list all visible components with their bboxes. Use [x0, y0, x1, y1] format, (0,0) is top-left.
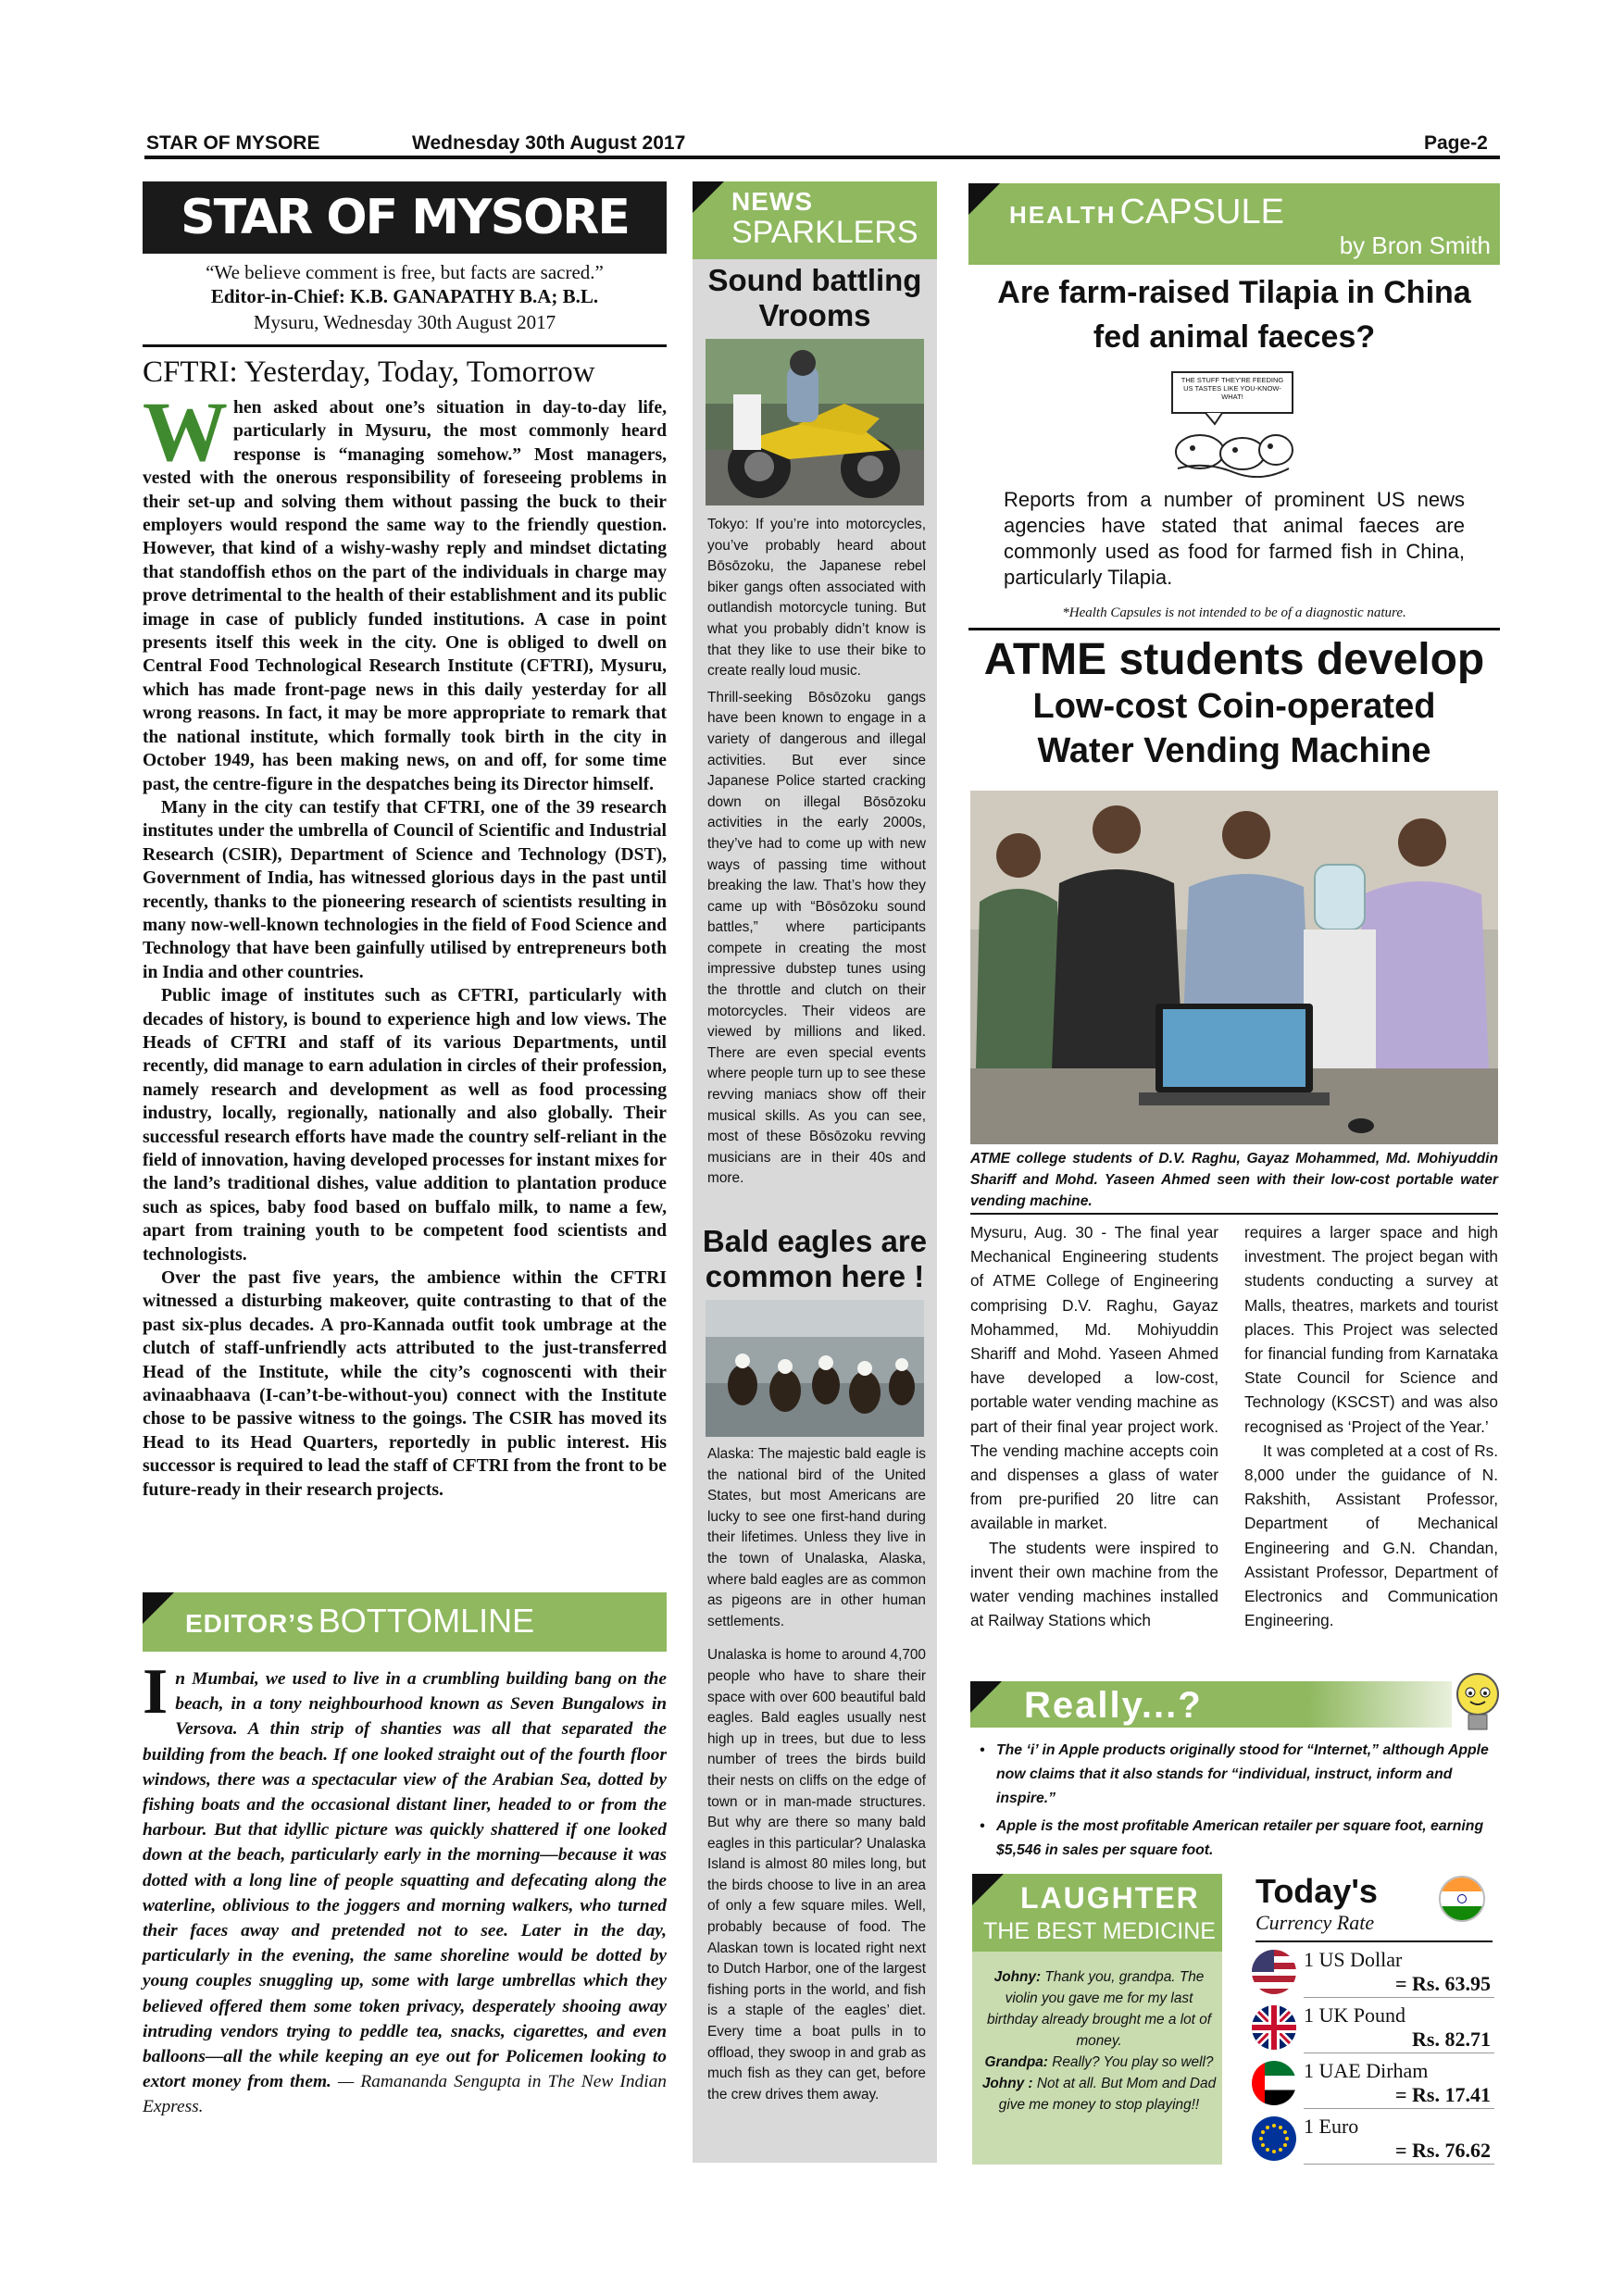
atme-paragraph: requires a larger space and high investment. The project began with students conducting a survey at Malls, theatres, markets and tourist places. This Project was selected for financial funding from Karnataka State Council for Science and Technology (KSCST) and was also recognised as ‘Project of the Year.’ — [1244, 1223, 1498, 1436]
masthead-rule — [144, 156, 1500, 159]
paper-name: STAR OF MYSORE — [146, 132, 320, 154]
uae-flag-icon — [1252, 2061, 1296, 2105]
currency-unit: 1 Euro — [1304, 2115, 1359, 2138]
atme-photo-image — [970, 791, 1498, 1144]
laughter-line — [981, 2073, 1217, 2115]
currency-row — [1252, 2057, 1494, 2109]
logo-bar — [143, 181, 667, 254]
currency-unit: 1 UK Pound — [1304, 2003, 1406, 2027]
dateline: Mysuru, Wednesday 30th August 2017 — [253, 311, 556, 333]
currency-unit: 1 US Dollar — [1304, 1948, 1403, 1971]
atme-headline-3: Water Vending Machine — [1037, 731, 1431, 770]
laughter-line — [981, 1966, 1217, 2052]
eagles-photo — [706, 1300, 924, 1437]
currency-value: = Rs. 76.62 — [1395, 2139, 1491, 2162]
currency-row — [1252, 2113, 1494, 2165]
laughter-banner — [972, 1874, 1222, 1952]
laughter-body — [981, 1966, 1217, 2115]
editorial-paragraph: Many in the city can testify that CFTRI, one of the 39 research institutes under the umbrella of Council of Scientific and Industrial Research (CSIR), Department of Science and Technology (DST), Government of India, has witnessed glorious days in the past until recently, thanks to the pioneering research of scientists resulting in many now-well-known technologies in the field of Food Science and Technology that have been gainfully utilised by entrepreneurs both in India and other countries. — [143, 797, 667, 982]
health-headline: Are farm-raised Tilapia in China fed animal faeces? — [997, 275, 1471, 355]
laughter-text: Thank you, grandpa. The violin you gave me for my last birthday already brought me a lot of money. — [986, 1969, 1212, 2049]
atme-paragraph: Mysuru, Aug. 30 - The final year Mechanical Engineering students of ATME College of Engineering comprising D.V. Raghu, Gayaz Mohammed, Md. Mohiyuddin Shariff and Mohd. Yaseen Ahmed have developed a low-cost, portable water vending machine as part of their final year project work. The vending machine accepts coin and dispenses a glass of water from pre-purified 20 litre can available in market. — [970, 1223, 1218, 1533]
sketch-caption: THE STUFF THEY'RE FEEDING US TASTES LIKE YOU-KNOW-WHAT! — [1181, 376, 1284, 401]
currency-row — [1252, 1946, 1494, 1998]
atme-caption: ATME college students of D.V. Raghu, Gayaz Mohammed, Md. Mohiyuddin Shariff and Mohd. Yaseen Ahmed seen with their low-cost portable water vending machine. — [970, 1151, 1498, 1209]
really-item-text: Apple is the most profitable American retailer per square foot, earning $5,546 in sales per square foot. — [996, 1818, 1484, 1858]
really-banner — [970, 1681, 1452, 1728]
currency-row — [1252, 2002, 1494, 2053]
bottomline-label-light: BOTTOMLINE — [318, 1602, 535, 1640]
bottomline-text: n Mumbai, we used to live in a crumbling building bang on the beach, in a tony neighbourhood known as Seven Bungalows in Versova. A thin strip of shanties was all that separated the building from the beach. If one looked straight out of the fourth floor windows, there was a spectacular view of the Arabian Sea, dotted by fishing boats and the occasional distant liner, headed to or from the harbour. But that idyllic picture was quickly shattered if one looked down at the beach, particularly early in the morning—because it was dotted with a long line of people squatting and defecating along the waterline, oblivious to the joggers and morning walkers, who turned their faces away and pretended not to see. Later in the day, particularly in the evening, the same shoreline would be dotted by young couples snuggling up, some with large umbrellas which they believed offered them some token privacy, desperately shooing away intruding vendors trying to peddle tea, snacks, cigarettes, and even balloons—all the while keeping an eye out for Policemen looking to extort money from them. — [143, 1669, 667, 2092]
atme-paragraph: It was completed at a cost of Rs. 8,000 under the guidance of N. Rakshith, Assistant Professor, Department of Mechanical Engineering and G.N. Chandan, Assistant Professor, Department of Electronics and Communication Engineering. — [1244, 1441, 1498, 1630]
atme-column-2 — [1244, 1220, 1498, 1632]
really-item-text: The ‘i’ in Apple products originally stood for “Internet,” although Apple now claims that it also stands for “individual, instruct, inform and inspire.” — [996, 1742, 1489, 1806]
laughter-speaker: Johny : — [981, 2076, 1033, 2091]
story2-paragraph: Unalaska is home to around 4,700 people who have to share their space with over 600 beautiful bald eagles. Bald eagles usually nest high up in trees, but due to less number of trees the birds build their nests on cliffs on the edge of town or in man-made structures. But why are there so many bald eagles in this particular? Unalaska Island is almost 80 miles long, but the birds choose to live in an area of only a few square miles. Well, probably because of food. The Alaskan town is located right next to Dutch Harbor, one of the largest fishing ports in the world, and fish is a staple of the eagles’ diet. Every time a boat pulls in to offload, they swoop in and grab as much fish as they can get, before the crew drives them away. — [707, 1647, 926, 2103]
story1-paragraph: Tokyo: If you’re into motorcycles, you’ve probably heard about Bōsōzoku, the Japanese rebel biker gangs often associated with outlandish motorcycle tuning. But what you probably didn’t know is that they like to use their bike to create really loud music. — [707, 517, 926, 680]
atme-photo — [970, 791, 1498, 1144]
really-label: Really...? — [1024, 1685, 1203, 1726]
story2-headline: Bald eagles are common here ! — [702, 1224, 928, 1293]
editorial-body — [143, 396, 667, 1591]
editorial-drop-cap: W — [143, 396, 228, 479]
uk-flag-icon — [1252, 2005, 1296, 2050]
currency-subtitle: Currency Rate — [1255, 1911, 1375, 1934]
story2-paragraph: Alaska: The majestic bald eagle is the national bird of the United States, but most Americans are lucky to see one first-hand during their lifetimes. Unless they live in the town of Unalaska, Alaska, where bald eagles are as common as pigeons are in other human settlements. — [707, 1446, 926, 1629]
really-item: • Apple is the most profitable American retailer per square foot, earning $5,546 in sales per square foot. — [980, 1815, 1498, 1863]
really-item: • The ‘i’ in Apple products originally stood for “Internet,” although Apple now claims that it also stands for “individual, instruct, inform and inspire.” — [980, 1739, 1498, 1811]
india-flag-icon — [1439, 1876, 1485, 1922]
sparklers-banner — [693, 181, 937, 259]
bulb-icon — [1452, 1668, 1504, 1735]
us-flag-icon — [1252, 1950, 1296, 1994]
laughter-speaker: Johny: — [993, 1969, 1042, 1985]
bottomline-credit: — Ramananda Sengupta in The New Indian Express. — [143, 2072, 667, 2117]
laughter-speaker: Grandpa: — [984, 2054, 1048, 2070]
health-rule — [968, 628, 1500, 630]
currency-rule — [1255, 1940, 1493, 1942]
bottomline-label-bold: EDITOR’S — [185, 1609, 315, 1638]
eagles-photo-image — [706, 1300, 924, 1437]
sparklers-label-top: NEWS — [731, 187, 813, 216]
caption-rule — [970, 1213, 1498, 1215]
health-label-bold: HEALTH — [1009, 201, 1117, 229]
story2-body — [707, 1444, 926, 2105]
health-disclaimer: *Health Capsules is not intended to be of a diagnostic nature. — [1062, 605, 1406, 620]
story1-paragraph: Thrill-seeking Bōsōzoku gangs have been known to engage in a variety of dangerous and illegal activities. But ever since Japanese Police started cracking down on illegal Bōsōzoku activities in the early 2000s, they’ve had to come up with new ways of passing time without breaking the law. That’s how they came up with “Bōsōzoku sound battles,” where participants compete in creating the most impressive dubstep tunes using the throttle and clutch on their motorcycles. Their videos are viewed by millions and liked. There are even special events where people turn up to see these revving maniacs show off their musical skills. As you can see, most of these Bōsōzoku revving musicians are in their 40s and more. — [707, 689, 926, 1187]
biker-photo-image — [706, 339, 924, 505]
editor-credit: Editor-in-Chief: K.B. GANAPATHY B.A; B.L. — [210, 285, 599, 307]
editorial-title: CFTRI: Yesterday, Today, Tomorrow — [143, 356, 595, 389]
currency-title: Today's — [1255, 1872, 1378, 1910]
editorial-paragraph: Over the past five years, the ambience within the CFTRI witnessed a disturbing makeover, quite contrasting to that of the past six-plus decades. A pro-Kannada outfit took umbrage at the clutch of staff-unfriendly acts attributed to the just-transferred Head of the Institute, while the city’s cognoscenti with their avinaabhaava (I-can’t-be-without-you) connect with the Institute chose to be passive witness to the goings. The CSIR has moved its Head to its Head Quarters, reportedly in public interest. His successor is required to lead the staff of CFTRI from the front to be future-ready in their research projects. — [143, 1268, 667, 1500]
atme-headline-2: Low-cost Coin-operated — [1032, 687, 1436, 726]
atme-paragraph: The students were inspired to invent their own machine from the water vending machines installed at Railway Stations which — [970, 1538, 1218, 1630]
bottomline-body — [143, 1656, 667, 2120]
health-label-light: CAPSULE — [1119, 193, 1284, 231]
health-byline: by Bron Smith — [1339, 231, 1491, 259]
currency-value: = Rs. 17.41 — [1395, 2083, 1491, 2106]
laughter-text: Not at all. But Mom and Dad give me money to stop playing!! — [998, 2076, 1217, 2113]
motto: “We believe comment is free, but facts are sacred.” — [206, 261, 604, 283]
really-list — [980, 1739, 1498, 1863]
health-banner — [968, 183, 1500, 265]
issue-date: Wednesday 30th August 2017 — [412, 132, 686, 154]
currency-value: Rs. 82.71 — [1412, 2028, 1491, 2051]
editorial-paragraph: hen asked about one’s situation in day-to-day life, particularly in Mysuru, the most commonly heard response is “managing somehow.” Most managers, vested with the onerous responsibility of foreseeing problems in their set-up and solving them without passing the buck to their employers would respond the same way to the friendly question. However, that kind of a wishy-washy reply and mindset dictating that standoffish ethos on the part of the individuals in charge may prove detrimental to the health of their establishment and its public image in case of publicly funded institutions. A case in point presents itself this week in the city. One is obliged to dwell on Central Food Technological Research Institute (CFTRI), Mysuru, which has made front-page news in this daily yesterday for all wrong reasons. In fact, it may be more appropriate to remark that the national institute, which formally took birth in the city in October 1949, has been making news, on and off, for some time past, the centre-figure in the despatches being its Director himself. — [143, 398, 667, 794]
biker-photo — [706, 339, 924, 505]
laughter-text: Really? You play so well? — [1047, 2054, 1214, 2070]
sparklers-label-bottom: SPARKLERS — [731, 215, 918, 250]
laughter-label-top: LAUGHTER — [1020, 1881, 1200, 1915]
eu-flag-icon — [1252, 2116, 1296, 2161]
bottomline-drop-cap: I — [143, 1656, 169, 1728]
atme-headline-1: ATME students develop — [983, 635, 1485, 684]
story1-headline: Sound battling Vrooms — [707, 263, 922, 332]
bottomline-banner — [143, 1592, 667, 1652]
logo-text: STAR OF MYSORE — [181, 190, 629, 245]
currency-value: = Rs. 63.95 — [1395, 1972, 1491, 1995]
editorial-paragraph: Public image of institutes such as CFTRI, particularly with decades of history, is bound to experience high and low views. The Heads of CFTRI and staff of its various Departments, until recently, did manage to earn adulation in circles of their profession, namely research and development as well as food processing industry, locally, regionally, nationally and also globally. Their successful research efforts have made the country self-reliant in the field of innovation, having developed processes for instant mixes for the land’s traditional dishes, value addition to plantation produce such as spices, baby food based on buffalo milk, to name a few, apart from training youth to be competent food scientists and technologists. — [143, 986, 667, 1265]
laughter-line — [981, 2052, 1217, 2073]
fish-sketch — [1168, 368, 1296, 478]
currency-unit: 1 UAE Dirham — [1304, 2059, 1429, 2082]
page-number: Page-2 — [1424, 132, 1488, 154]
editorial-rule — [143, 344, 667, 347]
laughter-label-bottom: THE BEST MEDICINE — [983, 1918, 1216, 1944]
health-body: Reports from a number of prominent US news agencies have stated that animal faeces are commonly used as food for farmed fish in China, particularly Tilapia. — [1004, 488, 1465, 589]
story1-body — [707, 515, 926, 1190]
atme-column-1 — [970, 1220, 1218, 1632]
